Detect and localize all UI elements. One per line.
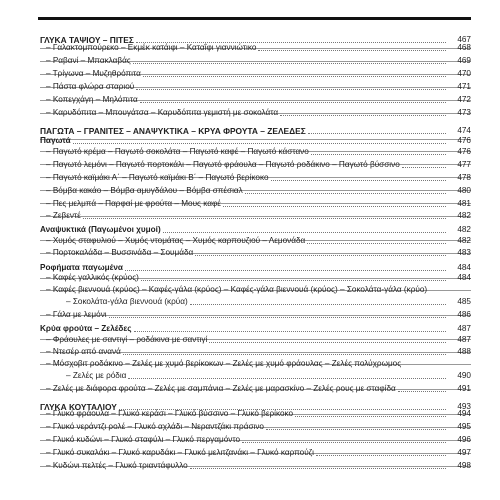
toc-text: Παγωτά (40, 136, 71, 145)
toc-page-number: 494 (457, 409, 471, 418)
toc-text: – Ζεβεντέ (46, 211, 81, 220)
toc-entry (40, 272, 471, 284)
toc-text: – Ζελές με ρόδια (66, 371, 127, 380)
toc-entry-continuation (40, 370, 471, 382)
toc-page-number: 490 (457, 371, 471, 380)
toc-entry (40, 172, 471, 184)
dot-leader (280, 115, 446, 116)
toc-entry (40, 383, 471, 395)
toc-entry (40, 284, 471, 296)
toc-entry (40, 447, 471, 459)
toc-text: – Γάλα με λεμόνι (46, 310, 107, 319)
dot-leader (140, 102, 446, 103)
toc-text: – Κυδώνι πελτές – Γλυκό τριαντάφυλλο (46, 461, 188, 470)
toc-text: – Καφές βιεννουά (κρύος) – Καφές-γάλα (κρύος) – Καφές-γάλα βιεννουά (κρύος) – Σοκολάτα-γάλα (κρύο) (46, 285, 428, 294)
toc-page-number: 486 (457, 310, 471, 319)
toc-entry (40, 68, 471, 80)
dot-leader (123, 354, 446, 355)
toc-entry (40, 334, 471, 346)
toc-text: – Γλυκό συκαλάκι – Γλυκό καρυδάκι – Γλυκό μελιτζανάκι – Γλυκό καρπούζι (46, 448, 314, 457)
toc-text: – Γαλακτομπούρεκο – Εκμέκ κατάιφι – Καταΐφι γιαννιώτικο (46, 43, 257, 52)
toc-page-number: 498 (457, 461, 471, 470)
dot-leader (125, 270, 446, 271)
toc-page-number: 483 (457, 248, 471, 257)
dot-leader (311, 154, 446, 155)
dot-leader (242, 442, 446, 443)
toc-entry (40, 358, 471, 370)
toc-text: – Παγωτό καϊμάκι Α΄ – Παγωτό καϊμάκι Β΄ – Παγωτό βερίκοκο (46, 173, 269, 182)
toc-entry (40, 159, 471, 171)
toc-entry (40, 247, 471, 259)
toc-text: ΓΛΥΚΑ ΤΑΨΙΟΥ – ΠΙΤΕΣ (40, 35, 134, 45)
dot-leader (190, 304, 446, 305)
toc-text: – Ζελές με διάφορα φρούτα – Ζελές με σαμπάνια – Ζελές με μαρασκίνο – Ζελές ρους με σταφίδα (46, 384, 396, 393)
toc-entry (40, 107, 471, 119)
dot-leader (109, 317, 446, 318)
dot-leader (133, 63, 446, 64)
toc-entry (40, 94, 471, 106)
toc-text: – Φράουλες με σαντιγί – ροδάκινα με σαντιγί (46, 335, 208, 344)
toc-page-number: 480 (457, 186, 471, 195)
toc-entry (40, 55, 471, 67)
dot-leader (134, 331, 446, 332)
toc-entry (40, 235, 471, 247)
toc-page-number: 474 (457, 126, 471, 135)
toc-entry (40, 146, 471, 158)
toc-entry (40, 42, 471, 54)
dot-leader (83, 218, 446, 219)
toc-page-number: 484 (457, 263, 471, 272)
toc-page-number: 481 (457, 199, 471, 208)
toc-page-number: 488 (457, 347, 471, 356)
dot-leader (163, 232, 446, 233)
toc-entry (40, 185, 471, 197)
toc-text: – Γλυκό φράουλα – Γλυκό κεράσι – Γλυκό βύσσινο – Γλυκό βερίκοκο (46, 409, 294, 418)
dot-leader (245, 193, 446, 194)
toc-text: – Καφές γαλλικός (κρύος) (46, 273, 139, 282)
toc-page-number: 467 (457, 35, 471, 44)
toc-entry (40, 434, 471, 446)
toc-page-number: 487 (457, 324, 471, 333)
toc-text: – Ντεσέρ από ανανά (46, 347, 121, 356)
dot-leader (307, 243, 446, 244)
toc-text: – Γλυκό κυδώνι – Γλυκό σταφύλι – Γλυκό περγαμόντο (46, 435, 241, 444)
toc-page-number: 482 (457, 236, 471, 245)
dot-leader (141, 280, 446, 281)
toc-text: – Σοκολάτα-γάλα βιεννουά (κρύα) (66, 297, 188, 306)
toc-entry (40, 346, 471, 358)
dot-leader (223, 206, 446, 207)
toc-text: – Πες μελμπά – Παρφαί με φρούτα – Μους καφέ (46, 199, 221, 208)
toc-text: – Πάστα φλώρα σταριού (46, 82, 135, 91)
dot-leader (209, 342, 446, 343)
toc-page-number: 468 (457, 43, 471, 52)
toc-text: Αναψυκτικά (Παγωμένοι χυμοί) (40, 225, 161, 234)
dot-leader (128, 378, 446, 379)
dot-leader (258, 50, 446, 51)
table-of-contents (40, 0, 471, 500)
toc-text: – Παγωτό κρέμα – Παγωτό σοκολάτα – Παγωτό καφέ – Παγωτό κάστανο (46, 147, 309, 156)
toc-page-number: 473 (457, 108, 471, 117)
toc-text: – Κοπεγχάγη – Μηλόπιτα (46, 95, 138, 104)
toc-page-number: 482 (457, 211, 471, 220)
toc-page-number: 472 (457, 95, 471, 104)
toc-page-number: 478 (457, 173, 471, 182)
toc-page-number: 482 (457, 225, 471, 234)
dot-leader (308, 133, 446, 134)
toc-entry (40, 81, 471, 93)
toc-page-number: 485 (457, 297, 471, 306)
dot-leader (136, 89, 446, 90)
toc-entry (40, 460, 471, 472)
toc-text: Ροφήματα παγωμένα (40, 263, 123, 272)
toc-page-number: 487 (457, 335, 471, 344)
dot-leader (195, 255, 446, 256)
toc-page-number: 470 (457, 69, 471, 78)
toc-text: – Γλυκό νεράντζι ρολέ – Γλυκό αχλάδι – Νεραντζάκι πράσινο (46, 422, 264, 431)
toc-page-number: 497 (457, 448, 471, 457)
dot-leader (316, 455, 446, 456)
dot-leader (271, 180, 447, 181)
toc-text: – Μόσχοβιτ ροδάκινο – Ζελές με χυμό βερίκοκων – Ζελές με χυμό φράουλας – Ζελές πολύχρωμος (46, 359, 402, 368)
toc-page-number: 471 (457, 82, 471, 91)
toc-text: Κρύα φρούτα – Ζελέδες (40, 324, 132, 333)
toc-entry (40, 309, 471, 321)
toc-page-number: 493 (457, 402, 471, 411)
dot-leader (295, 416, 446, 417)
toc-entry (40, 408, 471, 420)
toc-entry-continuation (40, 296, 471, 308)
toc-page-number: 477 (457, 160, 471, 169)
toc-entry (40, 198, 471, 210)
toc-text: – Καρυδόπιτα – Μπουγάτσα – Καρυδόπιτα γεμιστή με σοκολάτα (46, 108, 279, 117)
toc-entry (40, 210, 471, 222)
dot-leader (190, 468, 446, 469)
toc-text: – Χυμός σταφυλιού – Χυμός ντομάτας – Χυμός καρπουζιού – Λεμονάδα (46, 236, 306, 245)
dot-leader (73, 143, 446, 144)
toc-text: ΠΑΓΩΤΑ – ΓΡΑΝΙΤΕΣ – ΑΝΑΨΥΚΤΙΚΑ – ΚΡΥΑ ΦΡΟΥΤΑ – ΖΕΛΕΔΕΣ (40, 126, 306, 136)
toc-text: – Τρίγωνα – Μυζηθρόπιτα (46, 69, 141, 78)
toc-entry (40, 421, 471, 433)
toc-text: ΓΛΥΚΑ ΚΟΥΤΑΛΙΟΥ (40, 402, 117, 412)
dot-leader (398, 391, 446, 392)
toc-page-number: 495 (457, 422, 471, 431)
dot-leader (266, 429, 446, 430)
toc-text: – Ραβανί – Μπακλαβάς (46, 56, 131, 65)
toc-text: – Παγωτό λεμόνι – Παγωτό πορτοκάλι – Παγωτό φράουλα – Παγωτό ροδάκινο – Παγωτό βύσσινο (46, 160, 400, 169)
dot-leader (402, 167, 446, 168)
toc-text: – Πορτοκαλάδα – Βυσσινάδα – Σουμάδα (46, 248, 194, 257)
toc-page-number: 491 (457, 384, 471, 393)
toc-page-number: 496 (457, 435, 471, 444)
toc-text: – Βόμβα κακάο – Βόμβα αμυγδάλου – Βόμβα σπέσιαλ (46, 186, 243, 195)
dot-leader (143, 76, 446, 77)
toc-page-number: 476 (457, 136, 471, 145)
toc-page-number: 476 (457, 147, 471, 156)
toc-page-number: 484 (457, 273, 471, 282)
toc-page-number: 469 (457, 56, 471, 65)
